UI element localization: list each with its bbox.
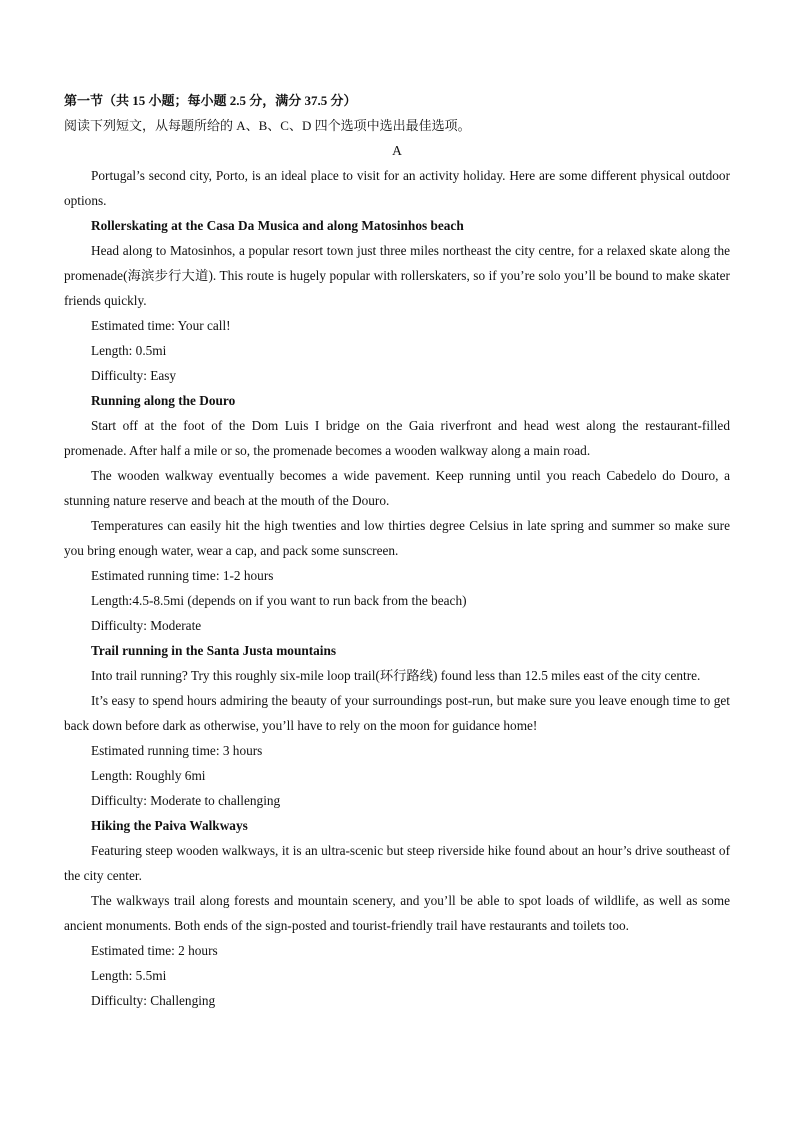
passage-letter: A [392,143,402,158]
activity-paragraph: Temperatures can easily hit the high twenties and low thirties degree Celsius in late spring and summer so make sure you bring enough water, wear a cap, and pack some sunscreen. [64,518,730,558]
activity-length: Length: 0.5mi [91,343,167,358]
activity-section [64,813,730,1013]
document-page [64,88,730,1013]
activity-section [64,213,730,388]
activity-paragraph: Into trail running? Try this roughly six-mile loop trail(环行路线) found less than 12.5 miles east of the city centre. [91,668,701,683]
activity-heading: Hiking the Paiva Walkways [91,818,248,833]
activity-time: Estimated time: Your call! [91,318,231,333]
activity-time: Estimated time: 2 hours [91,943,218,958]
activity-paragraph: Start off at the foot of the Dom Luis I bridge on the Gaia riverfront and head west along the restaurant-filled promenade. After half a mile or so, the promenade becomes a wooden walkway along a main road. [64,418,730,458]
activity-difficulty: Difficulty: Moderate to challenging [91,793,281,808]
activity-heading: Rollerskating at the Casa Da Musica and along Matosinhos beach [91,218,464,233]
activity-time: Estimated running time: 1-2 hours [91,568,274,583]
activity-paragraph: The walkways trail along forests and mountain scenery, and you’ll be able to spot loads of wildlife, as well as some ancient monuments. Both ends of the sign-posted and tourist-friendly trail have restaurants and toilets too. [64,893,730,933]
activity-difficulty: Difficulty: Easy [91,368,177,383]
activity-difficulty: Difficulty: Challenging [91,993,216,1008]
activity-length: Length: 5.5mi [91,968,167,983]
activity-length: Length:4.5-8.5mi (depends on if you want to run back from the beach) [91,593,467,608]
activity-paragraph: The wooden walkway eventually becomes a wide pavement. Keep running until you reach Cabedelo do Douro, a stunning nature reserve and beach at the mouth of the Douro. [64,468,730,508]
instruction-text: 阅读下列短文，从每题所给的 A、B、C、D 四个选项中选出最佳选项。 [64,118,471,133]
intro-paragraph: Portugal’s second city, Porto, is an ideal place to visit for an activity holiday. Here are some different physical outdoor options. [64,168,730,208]
activity-difficulty: Difficulty: Moderate [91,618,202,633]
activity-heading: Running along the Douro [91,393,236,408]
activity-paragraph: Head along to Matosinhos, a popular resort town just three miles northeast the city centre, for a relaxed skate along the promenade(海滨步行大道). This route is hugely popular with rollerskaters, so if you’re solo you’ll be bound to make skater friends quickly. [64,243,730,308]
activity-length: Length: Roughly 6mi [91,768,206,783]
activity-paragraph: Featuring steep wooden walkways, it is an ultra-scenic but steep riverside hike found about an hour’s drive southeast of the city center. [64,843,730,883]
activity-time: Estimated running time: 3 hours [91,743,263,758]
activity-section [64,638,730,813]
activity-section [64,388,730,638]
section-title: 第一节（共 15 小题；每小题 2.5 分，满分 37.5 分） [64,93,357,108]
activity-heading: Trail running in the Santa Justa mountains [91,643,337,658]
activity-paragraph: It’s easy to spend hours admiring the beauty of your surroundings post-run, but make sure you leave enough time to get back down before dark as otherwise, you’ll have to rely on the moon for guidance home! [64,693,730,733]
